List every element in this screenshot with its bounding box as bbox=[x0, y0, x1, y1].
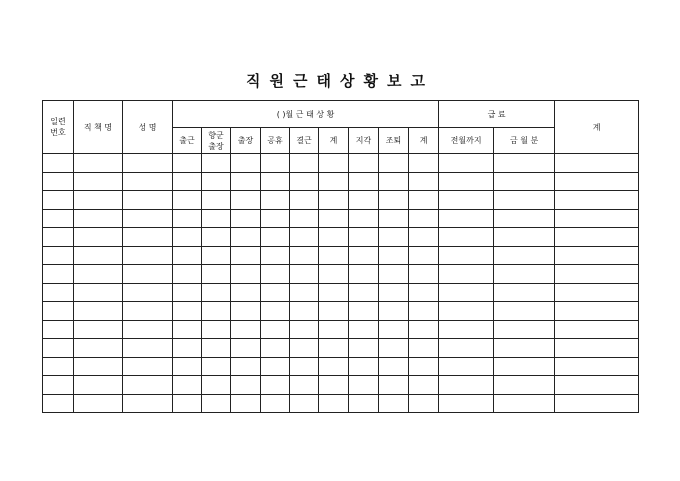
table-cell[interactable] bbox=[43, 228, 74, 247]
table-cell[interactable] bbox=[261, 246, 290, 265]
table-cell[interactable] bbox=[123, 339, 173, 358]
document-title: 직원근태상황보고 bbox=[246, 72, 434, 90]
table-cell[interactable] bbox=[123, 265, 173, 284]
table-cell[interactable] bbox=[494, 265, 555, 284]
table-cell[interactable] bbox=[494, 191, 555, 210]
table-cell[interactable] bbox=[123, 228, 173, 247]
table-cell[interactable] bbox=[173, 376, 202, 395]
header-name: 성 명 bbox=[123, 101, 173, 154]
table-cell[interactable] bbox=[379, 302, 409, 321]
table-cell[interactable] bbox=[439, 320, 494, 339]
table-cell[interactable] bbox=[202, 357, 231, 376]
table-cell[interactable] bbox=[231, 376, 261, 395]
table-cell[interactable] bbox=[494, 357, 555, 376]
table-cell[interactable] bbox=[409, 228, 439, 247]
table-cell[interactable] bbox=[439, 191, 494, 210]
table-cell[interactable] bbox=[74, 339, 123, 358]
table-cell[interactable] bbox=[555, 191, 639, 210]
table-cell[interactable] bbox=[555, 265, 639, 284]
table-cell[interactable] bbox=[439, 228, 494, 247]
table-cell[interactable] bbox=[43, 246, 74, 265]
table-cell[interactable] bbox=[409, 154, 439, 173]
table-cell[interactable] bbox=[319, 265, 349, 284]
table-cell[interactable] bbox=[319, 376, 349, 395]
table-row bbox=[43, 265, 639, 284]
table-cell[interactable] bbox=[555, 209, 639, 228]
table-cell[interactable] bbox=[173, 246, 202, 265]
header-serial-number: 일련 번호 bbox=[43, 101, 74, 154]
table-cell[interactable] bbox=[43, 339, 74, 358]
table-cell[interactable] bbox=[379, 265, 409, 284]
table-cell[interactable] bbox=[231, 283, 261, 302]
table-cell[interactable] bbox=[123, 283, 173, 302]
table-cell[interactable] bbox=[202, 172, 231, 191]
table-cell[interactable] bbox=[202, 320, 231, 339]
table-cell[interactable] bbox=[409, 320, 439, 339]
table-cell[interactable] bbox=[409, 376, 439, 395]
table-cell[interactable] bbox=[494, 246, 555, 265]
table-cell[interactable] bbox=[173, 191, 202, 210]
table-cell[interactable] bbox=[261, 302, 290, 321]
table-cell[interactable] bbox=[494, 339, 555, 358]
table-cell[interactable] bbox=[123, 246, 173, 265]
table-cell[interactable] bbox=[379, 154, 409, 173]
table-cell[interactable] bbox=[349, 154, 379, 173]
table-cell[interactable] bbox=[319, 154, 349, 173]
table-cell[interactable] bbox=[173, 357, 202, 376]
table-cell[interactable] bbox=[409, 172, 439, 191]
table-cell[interactable] bbox=[319, 209, 349, 228]
table-cell[interactable] bbox=[123, 191, 173, 210]
attendance-report-table bbox=[42, 100, 639, 413]
table-cell[interactable] bbox=[439, 154, 494, 173]
table-cell[interactable] bbox=[349, 339, 379, 358]
table-cell[interactable] bbox=[439, 209, 494, 228]
table-row bbox=[43, 191, 639, 210]
table-cell[interactable] bbox=[349, 265, 379, 284]
table-cell[interactable] bbox=[555, 376, 639, 395]
table-cell[interactable] bbox=[290, 154, 319, 173]
table-cell[interactable] bbox=[74, 320, 123, 339]
table-cell[interactable] bbox=[173, 154, 202, 173]
header-subtotal-1: 계 bbox=[319, 128, 349, 154]
table-cell[interactable] bbox=[202, 339, 231, 358]
table-cell[interactable] bbox=[409, 302, 439, 321]
table-cell[interactable] bbox=[349, 394, 379, 413]
table-cell[interactable] bbox=[349, 320, 379, 339]
table-row bbox=[43, 172, 639, 191]
header-business-trip: 출장 bbox=[231, 128, 261, 154]
table-cell[interactable] bbox=[231, 154, 261, 173]
table-cell[interactable] bbox=[439, 302, 494, 321]
table-cell[interactable] bbox=[123, 320, 173, 339]
table-cell[interactable] bbox=[319, 320, 349, 339]
table-cell[interactable] bbox=[555, 172, 639, 191]
table-cell[interactable] bbox=[494, 320, 555, 339]
table-cell[interactable] bbox=[202, 209, 231, 228]
table-cell[interactable] bbox=[319, 191, 349, 210]
table-cell[interactable] bbox=[555, 302, 639, 321]
table-cell[interactable] bbox=[319, 302, 349, 321]
table-cell[interactable] bbox=[261, 320, 290, 339]
table-cell[interactable] bbox=[290, 320, 319, 339]
table-cell[interactable] bbox=[494, 154, 555, 173]
table-cell[interactable] bbox=[202, 283, 231, 302]
table-cell[interactable] bbox=[319, 228, 349, 247]
table-cell[interactable] bbox=[74, 283, 123, 302]
table-cell[interactable] bbox=[202, 191, 231, 210]
table-cell[interactable] bbox=[494, 228, 555, 247]
table-cell[interactable] bbox=[231, 172, 261, 191]
table-cell[interactable] bbox=[43, 172, 74, 191]
table-cell[interactable] bbox=[290, 246, 319, 265]
table-cell[interactable] bbox=[231, 302, 261, 321]
table-cell[interactable] bbox=[555, 283, 639, 302]
table-cell[interactable] bbox=[202, 265, 231, 284]
table-cell[interactable] bbox=[123, 302, 173, 321]
table-cell[interactable] bbox=[173, 209, 202, 228]
table-cell[interactable] bbox=[231, 228, 261, 247]
table-cell[interactable] bbox=[409, 394, 439, 413]
header-early-leave: 조퇴 bbox=[379, 128, 409, 154]
table-cell[interactable] bbox=[439, 283, 494, 302]
header-until-last-month: 전월까지 bbox=[439, 128, 494, 154]
table-cell[interactable] bbox=[43, 320, 74, 339]
table-cell[interactable] bbox=[202, 154, 231, 173]
header-reserve-trip: 향군 출장 bbox=[202, 128, 231, 154]
table-cell[interactable] bbox=[409, 246, 439, 265]
header-holiday: 공휴 bbox=[261, 128, 290, 154]
table-cell[interactable] bbox=[409, 191, 439, 210]
table-cell[interactable] bbox=[173, 320, 202, 339]
header-this-month: 금 월 분 bbox=[494, 128, 555, 154]
table-cell[interactable] bbox=[555, 320, 639, 339]
table-cell[interactable] bbox=[349, 302, 379, 321]
table-row bbox=[43, 339, 639, 358]
table-cell[interactable] bbox=[290, 357, 319, 376]
table-cell[interactable] bbox=[290, 283, 319, 302]
table-cell[interactable] bbox=[379, 172, 409, 191]
table-row bbox=[43, 246, 639, 265]
table-cell[interactable] bbox=[231, 265, 261, 284]
table-cell[interactable] bbox=[74, 265, 123, 284]
table-cell[interactable] bbox=[379, 209, 409, 228]
table-cell[interactable] bbox=[261, 283, 290, 302]
table-cell[interactable] bbox=[555, 154, 639, 173]
table-cell[interactable] bbox=[349, 357, 379, 376]
table-cell[interactable] bbox=[290, 339, 319, 358]
table-cell[interactable] bbox=[231, 209, 261, 228]
table-cell[interactable] bbox=[173, 228, 202, 247]
table-cell[interactable] bbox=[555, 228, 639, 247]
table-row bbox=[43, 154, 639, 173]
table-cell[interactable] bbox=[43, 394, 74, 413]
table-cell[interactable] bbox=[290, 209, 319, 228]
table-cell[interactable] bbox=[261, 154, 290, 173]
header-subtotal-2: 계 bbox=[409, 128, 439, 154]
table-cell[interactable] bbox=[123, 209, 173, 228]
table-cell[interactable] bbox=[74, 228, 123, 247]
table-row bbox=[43, 376, 639, 395]
table-cell[interactable] bbox=[379, 339, 409, 358]
table-cell[interactable] bbox=[379, 191, 409, 210]
table-cell[interactable] bbox=[439, 172, 494, 191]
table-cell[interactable] bbox=[43, 209, 74, 228]
table-cell[interactable] bbox=[555, 339, 639, 358]
table-cell[interactable] bbox=[43, 357, 74, 376]
table-cell[interactable] bbox=[231, 394, 261, 413]
table-cell[interactable] bbox=[74, 394, 123, 413]
table-cell[interactable] bbox=[123, 172, 173, 191]
table-cell[interactable] bbox=[173, 394, 202, 413]
table-cell[interactable] bbox=[173, 265, 202, 284]
table-cell[interactable] bbox=[202, 246, 231, 265]
table-cell[interactable] bbox=[231, 191, 261, 210]
table-row bbox=[43, 320, 639, 339]
header-absence: 결근 bbox=[290, 128, 319, 154]
table-cell[interactable] bbox=[43, 302, 74, 321]
table-cell[interactable] bbox=[261, 394, 290, 413]
table-cell[interactable] bbox=[261, 265, 290, 284]
table-cell[interactable] bbox=[379, 246, 409, 265]
table-cell[interactable] bbox=[439, 265, 494, 284]
table-cell[interactable] bbox=[494, 376, 555, 395]
table-cell[interactable] bbox=[74, 191, 123, 210]
table-cell[interactable] bbox=[379, 283, 409, 302]
table-cell[interactable] bbox=[290, 191, 319, 210]
table-cell[interactable] bbox=[173, 172, 202, 191]
table-cell[interactable] bbox=[74, 172, 123, 191]
table-cell[interactable] bbox=[231, 357, 261, 376]
table-cell[interactable] bbox=[261, 209, 290, 228]
table-cell[interactable] bbox=[123, 357, 173, 376]
table-cell[interactable] bbox=[349, 191, 379, 210]
table-cell[interactable] bbox=[202, 228, 231, 247]
table-cell[interactable] bbox=[379, 394, 409, 413]
table-row bbox=[43, 209, 639, 228]
table-cell[interactable] bbox=[319, 339, 349, 358]
table-row bbox=[43, 228, 639, 247]
header-position: 직 책 명 bbox=[74, 101, 123, 154]
table-cell[interactable] bbox=[173, 339, 202, 358]
table-cell[interactable] bbox=[43, 154, 74, 173]
table-cell[interactable] bbox=[379, 357, 409, 376]
table-cell[interactable] bbox=[74, 209, 123, 228]
header-salary-group: 급 료 bbox=[439, 101, 555, 128]
table-cell[interactable] bbox=[261, 191, 290, 210]
table-cell[interactable] bbox=[555, 357, 639, 376]
table-cell[interactable] bbox=[319, 246, 349, 265]
table-cell[interactable] bbox=[261, 376, 290, 395]
table-cell[interactable] bbox=[74, 302, 123, 321]
table-cell[interactable] bbox=[379, 376, 409, 395]
table-cell[interactable] bbox=[494, 302, 555, 321]
table-cell[interactable] bbox=[43, 376, 74, 395]
table-cell[interactable] bbox=[123, 154, 173, 173]
table-cell[interactable] bbox=[231, 246, 261, 265]
table-cell[interactable] bbox=[349, 246, 379, 265]
table-cell[interactable] bbox=[494, 283, 555, 302]
table-cell[interactable] bbox=[494, 172, 555, 191]
table-cell[interactable] bbox=[173, 302, 202, 321]
table-row bbox=[43, 394, 639, 413]
table-cell[interactable] bbox=[439, 394, 494, 413]
header-attendance-group: ( )월 근 태 상 황 bbox=[173, 101, 439, 128]
table-cell[interactable] bbox=[290, 376, 319, 395]
table-cell[interactable] bbox=[349, 172, 379, 191]
table-cell[interactable] bbox=[173, 283, 202, 302]
table-cell[interactable] bbox=[290, 228, 319, 247]
table-cell[interactable] bbox=[290, 172, 319, 191]
table-cell[interactable] bbox=[379, 320, 409, 339]
table-cell[interactable] bbox=[123, 394, 173, 413]
table-cell[interactable] bbox=[349, 283, 379, 302]
table-cell[interactable] bbox=[409, 357, 439, 376]
table-cell[interactable] bbox=[439, 339, 494, 358]
table-row bbox=[43, 283, 639, 302]
table-cell[interactable] bbox=[74, 154, 123, 173]
table-cell[interactable] bbox=[261, 357, 290, 376]
table-cell[interactable] bbox=[439, 376, 494, 395]
table-cell[interactable] bbox=[319, 172, 349, 191]
table-cell[interactable] bbox=[409, 209, 439, 228]
table-cell[interactable] bbox=[261, 172, 290, 191]
table-cell[interactable] bbox=[231, 339, 261, 358]
table-cell[interactable] bbox=[439, 246, 494, 265]
table-cell[interactable] bbox=[349, 376, 379, 395]
table-cell[interactable] bbox=[74, 357, 123, 376]
table-cell[interactable] bbox=[319, 357, 349, 376]
table-body bbox=[43, 154, 639, 413]
table-cell[interactable] bbox=[409, 283, 439, 302]
header-total: 계 bbox=[555, 101, 639, 154]
table-cell[interactable] bbox=[43, 283, 74, 302]
table-row bbox=[43, 357, 639, 376]
table-cell[interactable] bbox=[202, 376, 231, 395]
table-cell[interactable] bbox=[379, 228, 409, 247]
table-cell[interactable] bbox=[409, 339, 439, 358]
table-row bbox=[43, 302, 639, 321]
table-cell[interactable] bbox=[290, 265, 319, 284]
table-cell[interactable] bbox=[43, 265, 74, 284]
table-cell[interactable] bbox=[74, 376, 123, 395]
table-cell[interactable] bbox=[319, 283, 349, 302]
table-cell[interactable] bbox=[555, 246, 639, 265]
header-late: 지각 bbox=[349, 128, 379, 154]
table-cell[interactable] bbox=[74, 246, 123, 265]
table-cell[interactable] bbox=[261, 228, 290, 247]
table-cell[interactable] bbox=[261, 339, 290, 358]
table-cell[interactable] bbox=[319, 394, 349, 413]
table-cell[interactable] bbox=[494, 209, 555, 228]
table-cell[interactable] bbox=[349, 209, 379, 228]
table-cell[interactable] bbox=[231, 320, 261, 339]
table-cell[interactable] bbox=[290, 394, 319, 413]
table-cell[interactable] bbox=[494, 394, 555, 413]
table-cell[interactable] bbox=[123, 376, 173, 395]
table-cell[interactable] bbox=[439, 357, 494, 376]
table-cell[interactable] bbox=[43, 191, 74, 210]
table-cell[interactable] bbox=[202, 394, 231, 413]
table-cell[interactable] bbox=[349, 228, 379, 247]
table-cell[interactable] bbox=[202, 302, 231, 321]
table-cell[interactable] bbox=[290, 302, 319, 321]
table-cell[interactable] bbox=[409, 265, 439, 284]
table-cell[interactable] bbox=[555, 394, 639, 413]
header-attend: 출근 bbox=[173, 128, 202, 154]
